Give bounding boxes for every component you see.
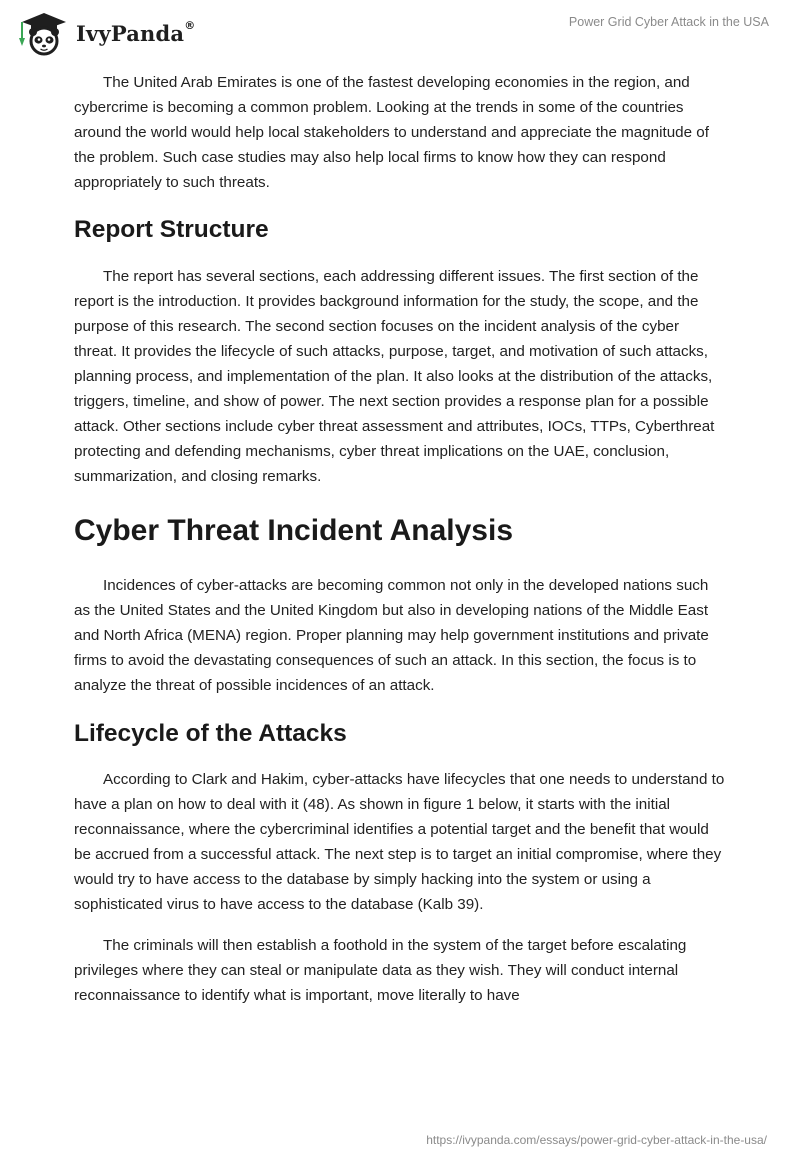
page-title: Power Grid Cyber Attack in the USA — [568, 15, 769, 29]
registered-mark: ® — [184, 18, 196, 32]
panda-graduation-cap-icon — [14, 8, 72, 58]
article-content — [74, 70, 726, 1008]
logo[interactable] — [14, 8, 195, 58]
heading-incident-analysis: Cyber Threat Incident Analysis — [74, 514, 514, 547]
paragraph-report-structure: The report has several sections, each addressing different issues. The first section of the report is the introduction. It provides background information for the study, the scope, and the purpose of this research. The second section focuses on the incident analysis of the cyber threat. It provides the lifecycle of such attacks, purpose, target, and motivation of such attacks, planning process, and implementation of the plan. It also looks at the distribution of the attacks, triggers, timeline, and show of power. The next section provides a response plan for a possible attack. Other sections include cyber threat assessment and attributes, IOCs, TTPs, Cyberthreat protecting and defending mechanisms, cyber threat implications on the UAE, conclusion, summarization, and closing remarks. — [74, 268, 715, 485]
paragraph-foothold: The criminals will then establish a foothold in the system of the target before escalating privileges where they can steal or manipulate data as they wish. They will conduct internal reconnaissance to identify what is important, move literally to have — [74, 937, 687, 1004]
header — [0, 0, 800, 64]
paragraph-uae-cybercrime: The United Arab Emirates is one of the fastest developing economies in the region, and cybercrime is becoming a common problem. Looking at the trends in some of the countries around the world would help local stakeholders to understand and appreciate the magnitude of the problem. Such case studies may also help local firms to know how they can respond appropriately to such threats. — [74, 74, 709, 191]
logo-text: IvyPanda® — [76, 18, 196, 46]
footer-url[interactable]: https://ivypanda.com/essays/power-grid-cyber-attack-in-the-usa/ — [426, 1133, 767, 1147]
paragraph-lifecycle: According to Clark and Hakim, cyber-attacks have lifecycles that one needs to understand to have a plan on how to deal with it (48). As shown in figure 1 below, it starts with the initial reconnaissance, where the cybercriminal identifies a potential target and the benefit that would be accrued from a successful attack. The next step is to target an initial compromise, where they would try to have access to the database by simply hacking into the system or using a sophisticated virus to have access to the database (Kalb 39). — [74, 771, 725, 913]
heading-report-structure: Report Structure — [74, 216, 269, 243]
paragraph-incident-analysis: Incidences of cyber-attacks are becoming common not only in the developed nations such as the United States and the United Kingdom but also in developing nations of the Middle East and North Africa (MENA) region. Proper planning may help government institutions and private firms to avoid the devastating consequences of such an attack. In this section, the focus is to analyze the threat of possible incidences of an attack. — [74, 577, 709, 694]
heading-lifecycle: Lifecycle of the Attacks — [74, 720, 347, 747]
